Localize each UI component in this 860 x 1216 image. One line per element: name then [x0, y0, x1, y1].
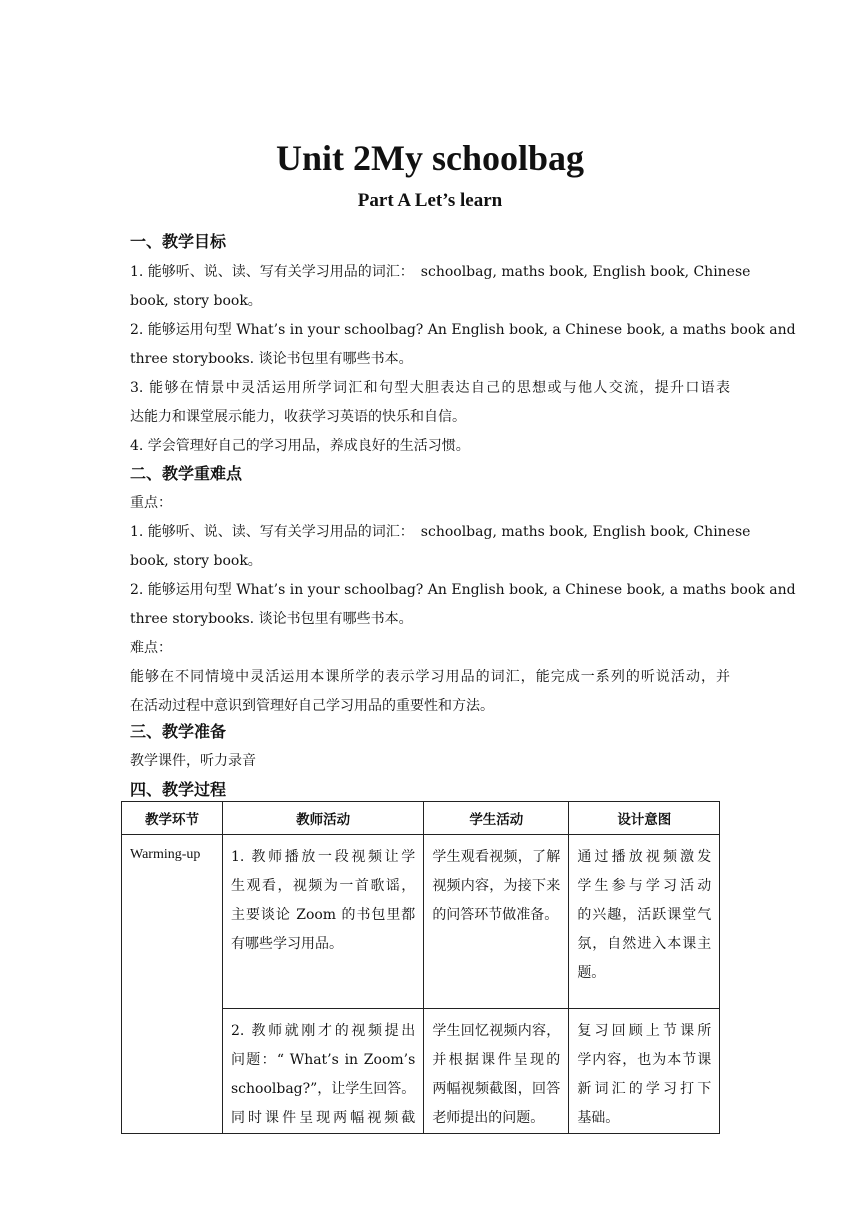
student-line: 的问答环节做准备。	[432, 907, 559, 923]
objective-4-line-1: 4. 学会管理好自己的学习用品，养成良好的生活习惯。	[130, 438, 470, 454]
table-header-row	[122, 802, 720, 835]
objective-2-line-2: three storybooks. 谈论书包里有哪些书本。	[130, 351, 413, 367]
teacher-line: 有哪些学习用品。	[231, 936, 343, 952]
student-line: 学生观看视频，了解	[432, 849, 561, 865]
section-heading-objectives: 一、教学目标	[130, 232, 227, 251]
header-stage: 教学环节	[122, 802, 223, 835]
objective-1-line-1: 1. 能够听、说、读、写有关学习用品的词汇： schoolbag, maths book, English book, Chinese	[130, 264, 751, 280]
objective-2-line-1: 2. 能够运用句型 What’s in your schoolbag? An English book, a Chinese book, a maths book and	[130, 322, 796, 338]
header-design-intent: 设计意图	[569, 802, 720, 835]
section-heading-preparation: 三、教学准备	[130, 722, 227, 741]
intent-line: 学生参与学习活动	[577, 878, 712, 894]
student-line: 老师提出的问题。	[432, 1110, 545, 1126]
teacher-line: 2. 教师就刚才的视频提出	[231, 1023, 416, 1039]
intent-line: 新词汇的学习打下	[577, 1081, 712, 1097]
teacher-line: 问题：“ What’s in Zoom’s	[231, 1052, 416, 1068]
key-item-1-line-1: 1. 能够听、说、读、写有关学习用品的词汇： schoolbag, maths book, English book, Chinese	[130, 524, 751, 540]
key-item-2-line-1: 2. 能够运用句型 What’s in your schoolbag? An English book, a Chinese book, a maths book and	[130, 582, 796, 598]
design-intent-cell	[569, 835, 720, 1009]
key-label: 重点：	[130, 495, 172, 511]
student-activity-cell	[424, 1009, 569, 1134]
stage-cell	[122, 835, 223, 1134]
difficult-label: 难点：	[130, 640, 172, 656]
objective-3-line-2: 达能力和课堂展示能力，收获学习英语的快乐和自信。	[130, 409, 466, 425]
page-subtitle: Part A Let’s learn	[357, 190, 503, 211]
intent-line: 通过播放视频激发	[577, 849, 712, 865]
student-line: 并根据课件呈现的	[432, 1052, 561, 1068]
key-points-block	[130, 489, 796, 721]
objective-3-line-1: 3. 能够在情景中灵活运用所学词汇和句型大胆表达自己的思想或与他人交流，提升口语表	[130, 380, 730, 396]
intent-line: 题。	[577, 965, 606, 981]
student-line: 学生回忆视频内容，	[432, 1023, 561, 1039]
intent-line: 基础。	[577, 1110, 620, 1126]
header-student-activity: 学生活动	[424, 802, 569, 835]
key-item-2-line-2: three storybooks. 谈论书包里有哪些书本。	[130, 611, 413, 627]
process-table	[121, 801, 720, 1134]
teacher-activity-cell	[223, 1009, 424, 1134]
key-item-1-line-2: book, story book。	[130, 553, 262, 569]
table-row	[122, 835, 720, 1009]
preparation-text	[130, 747, 730, 776]
difficult-line-2: 在活动过程中意识到管理好自己学习用品的重要性和方法。	[130, 698, 494, 714]
stage-label: Warming-up	[130, 847, 201, 862]
intent-line: 学内容，也为本节课	[577, 1052, 712, 1068]
objective-1-line-2: book, story book。	[130, 293, 262, 309]
teacher-line: 主要谈论 Zoom 的书包里都	[231, 907, 416, 923]
page-title: Unit 2My schoolbag	[275, 138, 585, 178]
teacher-line: 生观看，视频为一首歌谣，	[231, 878, 416, 894]
student-line: 视频内容，为接下来	[432, 878, 561, 894]
difficult-line-1: 能够在不同情境中灵活运用本课所学的表示学习用品的词汇，能完成一系列的听说活动，并	[130, 669, 730, 685]
intent-line: 氛，自然进入本课主	[577, 936, 712, 952]
header-teacher-activity: 教师活动	[223, 802, 424, 835]
intent-line: 的兴趣，活跃课堂气	[577, 907, 712, 923]
teacher-line: schoolbag?”，让学生回答。	[231, 1081, 416, 1097]
section-heading-key-points: 二、教学重难点	[130, 464, 243, 483]
teacher-line: 1. 教师播放一段视频让学	[231, 849, 416, 865]
design-intent-cell	[569, 1009, 720, 1134]
teacher-activity-cell	[223, 835, 424, 1009]
intent-line: 复习回顾上节课所	[577, 1023, 712, 1039]
student-activity-cell	[424, 835, 569, 1009]
objectives-list	[130, 258, 796, 461]
preparation-line: 教学课件，听力录音	[130, 753, 256, 769]
student-line: 两幅视频截图，回答	[432, 1081, 561, 1097]
section-heading-process: 四、教学过程	[130, 780, 227, 799]
teacher-line: 同时课件呈现两幅视频截	[231, 1110, 416, 1126]
